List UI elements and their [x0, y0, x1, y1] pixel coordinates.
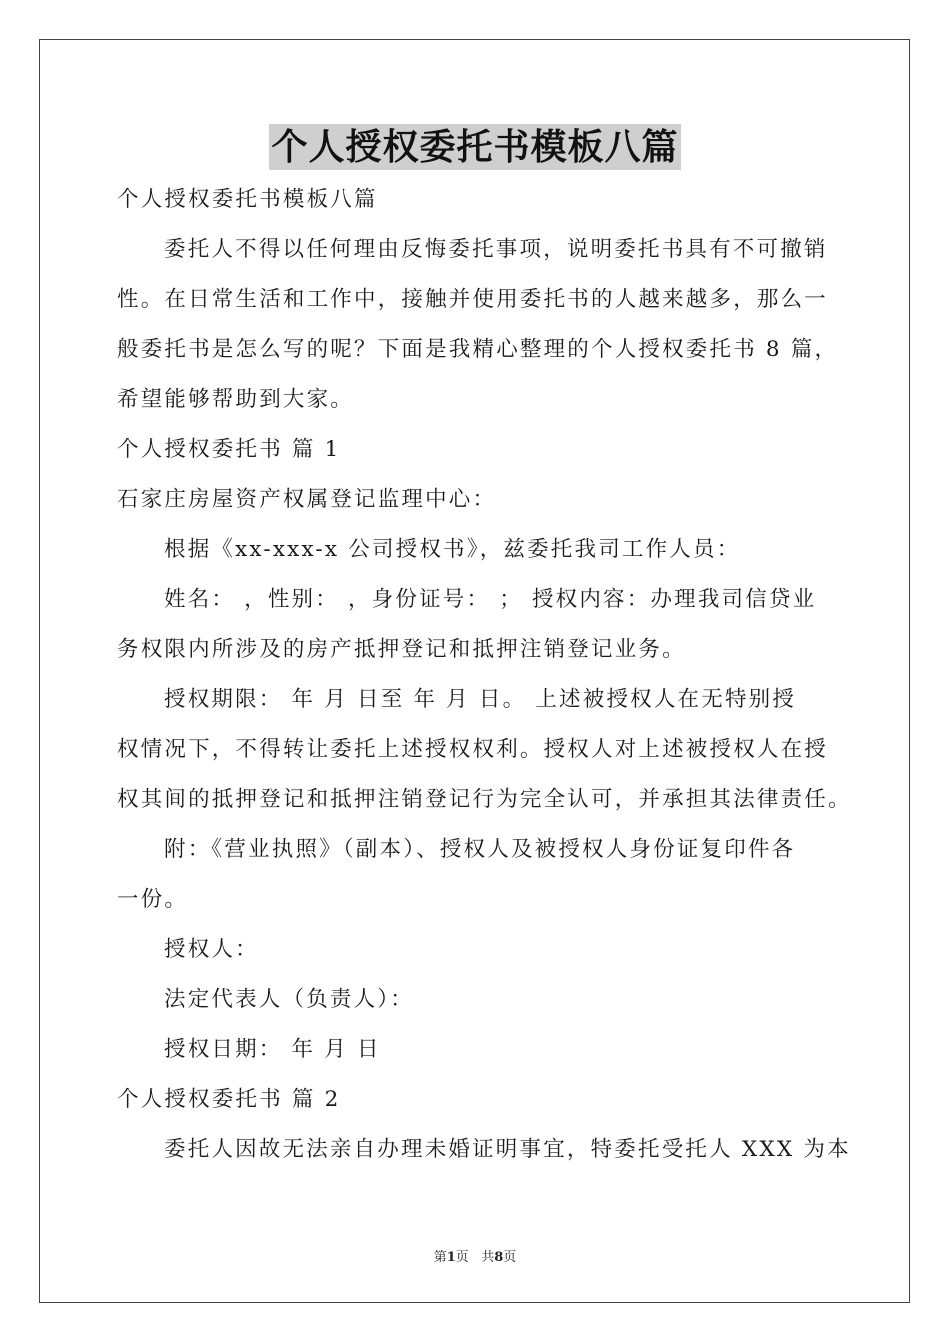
body-line: 权其间的抵押登记和抵押注销登记行为完全认可，并承担其法律责任。 — [117, 787, 852, 812]
document-title: 个人授权委托书模板八篇 — [271, 126, 679, 168]
section-heading: 个人授权委托书 篇 1 — [117, 437, 341, 462]
footer-total-prefix: 共 — [481, 1250, 495, 1265]
footer-page-suffix: 页 — [455, 1250, 469, 1265]
body-line: 姓名： ，性别： ，身份证号： ； 授权内容：办理我司信贷业 — [164, 587, 817, 612]
body-line: 授权期限： 年 月 日至 年 月 日。 上述被授权人在无特别授 — [164, 687, 797, 712]
section-heading: 个人授权委托书 篇 2 — [117, 1087, 341, 1112]
body-line: 授权日期： 年 月 日 — [164, 1037, 381, 1062]
body-line: 个人授权委托书模板八篇 — [117, 187, 378, 212]
footer-total-suffix: 页 — [503, 1250, 517, 1265]
body-line: 附：《营业执照》（副本）、授权人及被授权人身份证复印件各 — [164, 837, 796, 862]
body-line: 般委托书是怎么写的呢？下面是我精心整理的个人授权委托书 8 篇， — [117, 337, 839, 362]
body-line: 希望能够帮助到大家。 — [117, 387, 355, 412]
body-line: 一份。 — [117, 887, 189, 912]
footer-prefix: 第 — [433, 1250, 447, 1265]
body-line: 法定代表人（负责人）： — [164, 987, 414, 1012]
body-line: 委托人不得以任何理由反悔委托事项，说明委托书具有不可撤销 — [164, 237, 828, 262]
title-container — [0, 124, 950, 170]
page-footer — [0, 1246, 950, 1265]
body-line: 根据《xx-xxx-x 公司授权书》，兹委托我司工作人员： — [164, 537, 741, 562]
document-body — [117, 175, 852, 1175]
body-line: 权情况下，不得转让委托上述授权权利。授权人对上述被授权人在授 — [117, 737, 829, 762]
body-line: 授权人： — [164, 937, 259, 962]
body-line: 石家庄房屋资产权属登记监理中心： — [117, 487, 497, 512]
body-line: 性。在日常生活和工作中，接触并使用委托书的人越来越多，那么一 — [117, 287, 829, 312]
footer-total-pages: 8 — [494, 1250, 504, 1265]
footer-page-number: 1 — [446, 1250, 456, 1265]
body-line: 务权限内所涉及的房产抵押登记和抵押注销登记业务。 — [117, 637, 686, 662]
body-line: 委托人因故无法亲自办理未婚证明事宜，特委托受托人 XXX 为本 — [164, 1137, 851, 1162]
